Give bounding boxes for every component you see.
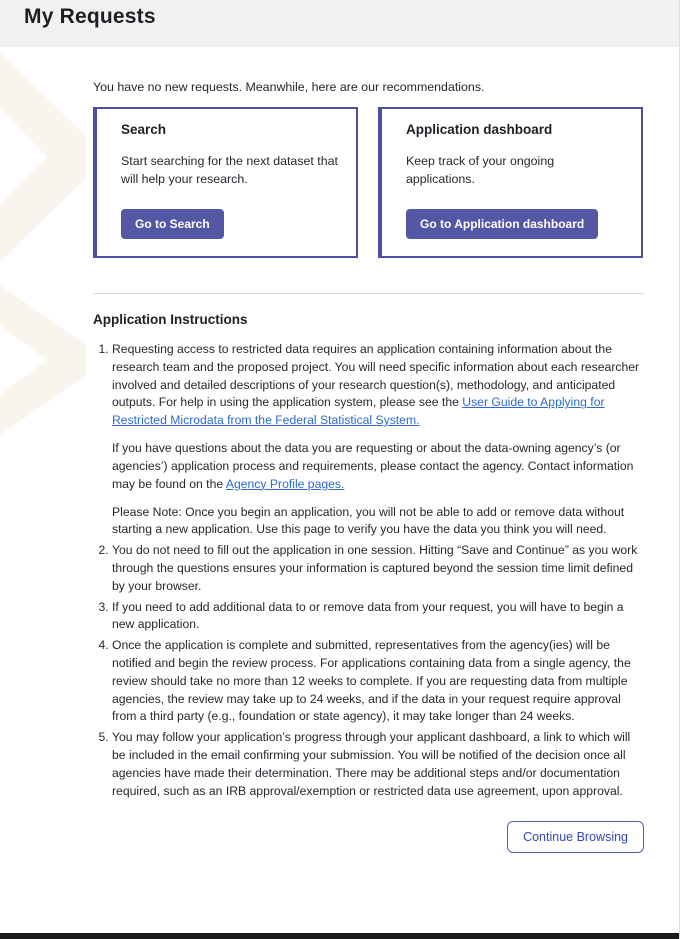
- instructions-list: [93, 341, 644, 801]
- chevron-decoration-icon: [0, 52, 86, 262]
- section-divider: [93, 293, 644, 294]
- instruction-item-1-paragraph-3: Please Note: Once you begin an application, you will not be able to add or remove data without starting a new application. Use this page to verify you have the data you think you will need.: [112, 504, 625, 537]
- main-content: [93, 47, 644, 853]
- go-to-application-dashboard-button[interactable]: Go to Application dashboard: [406, 209, 598, 239]
- search-card: [93, 107, 358, 258]
- application-dashboard-card-title: Application dashboard: [406, 122, 553, 137]
- application-dashboard-card-description: Keep track of your ongoing applications.: [406, 154, 555, 186]
- instruction-item-3: 3. If you need to add additional data to or remove data from your request, you will have to begin a new application.: [112, 599, 644, 635]
- paragraph-text: Requesting access to restricted data requires an application containing information about the research team and the proposed project. You will need specific information about each researcher involved and detailed descriptions of your research question(s), methodology, and anticipated outputs. For help in using the application system, please see the: [112, 342, 640, 410]
- page-header: [0, 0, 679, 47]
- instruction-item-1: [112, 341, 644, 539]
- instruction-item-2: 2. You do not need to fill out the application in one session. Hitting “Save and Continue” as you work through the questions ensures your information is captured beyond the session time limit defined by your browser.: [112, 542, 644, 595]
- paragraph-text: If you have questions about the data you are requesting or about the data-owning agency’s (or agencies’) application process and requirements, please contact the agency. Contact information may be found on the: [112, 441, 634, 491]
- recommendation-cards: [93, 107, 644, 258]
- instruction-item-5: 5. You may follow your application’s progress through your applicant dashboard, a link to which will be included in the email confirming your submission. You will be notified of the decision once all agencies have made their determination. There may be additional steps and/or documentation required, such as an IRB approval/exemption or restricted data use agreement, upon approval.: [112, 729, 644, 800]
- continue-browsing-button[interactable]: Continue Browsing: [507, 821, 644, 853]
- chevron-decoration-icon: [0, 285, 86, 435]
- intro-text: You have no new requests. Meanwhile, here are our recommendations.: [93, 80, 485, 94]
- search-card-title: Search: [121, 122, 167, 137]
- instruction-item-4: 4. Once the application is complete and submitted, representatives from the agency(ies) will be notified and begin the review process. For applications containing data from a single agency, the review should take no more than 12 weeks to complete. If you are requesting data from multiple agencies, the review may take up to 24 weeks, and if the data in your request require approval from a third party (e.g., foundation or state agency), it may take longer than 24 weeks.: [112, 637, 644, 726]
- page-title: My Requests: [24, 5, 156, 28]
- footer-action-row: [93, 821, 644, 853]
- instructions-heading: Application Instructions: [93, 312, 248, 327]
- instruction-item-1-paragraph-1: [112, 341, 644, 430]
- search-card-description: Start searching for the next dataset that will help your research.: [121, 154, 338, 186]
- application-dashboard-card: [378, 107, 643, 258]
- footer-bar: [0, 933, 679, 939]
- go-to-search-button[interactable]: Go to Search: [121, 209, 224, 239]
- user-guide-link[interactable]: User Guide to Applying for Restricted Microdata from the Federal Statistical System.: [112, 395, 605, 428]
- agency-profile-pages-link[interactable]: Agency Profile pages.: [225, 476, 345, 491]
- instruction-item-1-paragraph-2: [112, 440, 644, 493]
